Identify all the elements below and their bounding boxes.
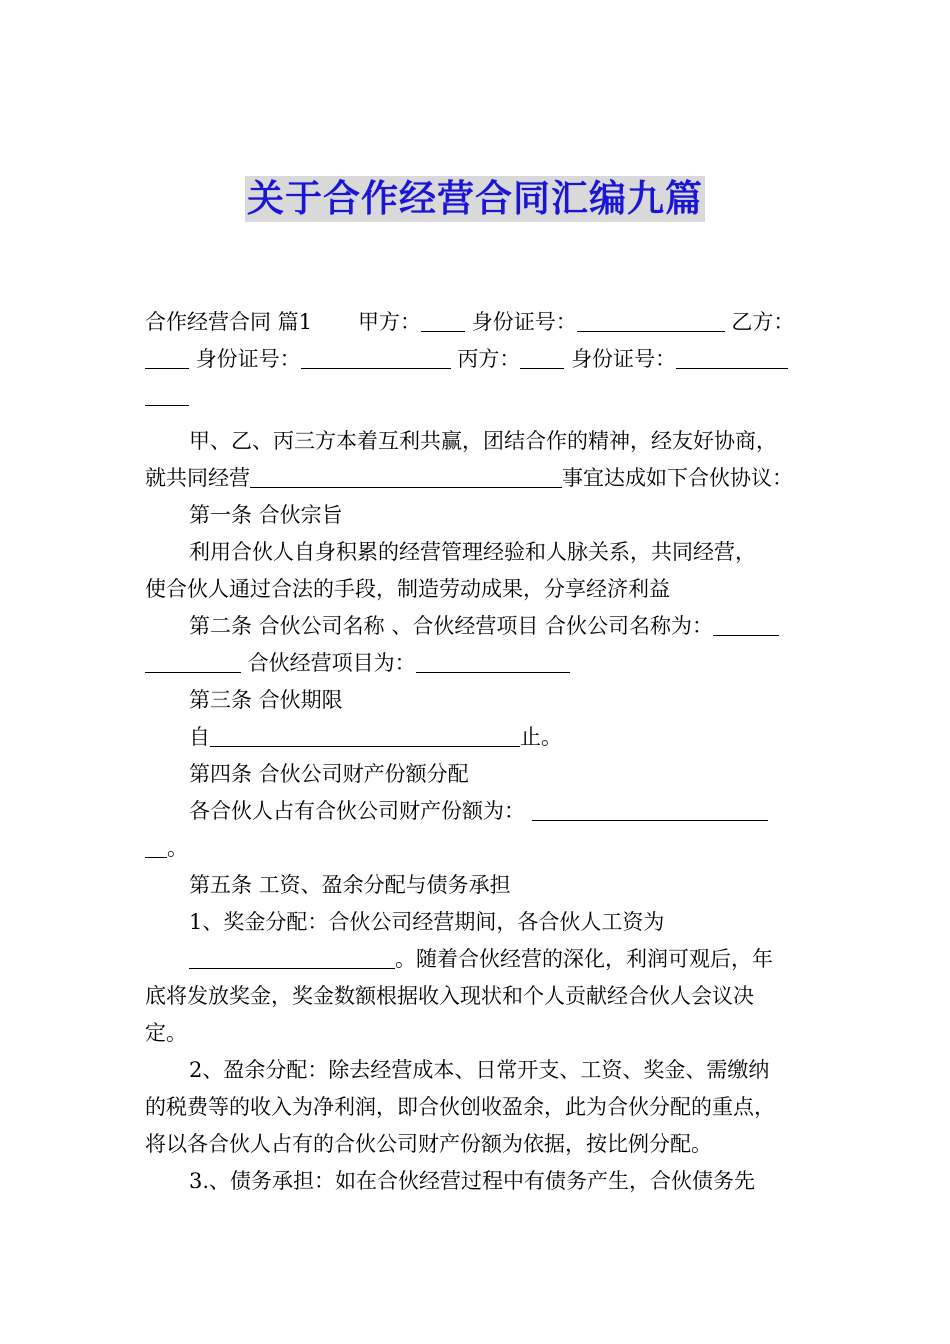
article-1-heading: 第一条 合伙宗旨	[189, 503, 343, 527]
article-4-text	[145, 793, 813, 830]
id-label: 身份证号：	[571, 347, 677, 371]
blank-field	[421, 309, 465, 332]
document-title: 关于合作经营合同汇编九篇	[247, 177, 703, 220]
title-container	[0, 176, 950, 222]
contract-heading: 合作经营合同 篇1	[145, 310, 313, 334]
item-1-line-2	[145, 941, 813, 978]
item-1-text: 。随着合伙经营的深化，利润可观后，年	[395, 947, 773, 971]
blank-field	[532, 798, 768, 821]
item-1-text: 底将发放奖金，奖金数额根据收入现状和个人贡献经合伙人会议决	[145, 984, 754, 1008]
blank-field	[250, 465, 562, 488]
article-1-text: 使合伙人通过合法的手段，制造劳动成果，分享经济利益	[145, 577, 670, 601]
article-4-heading: 第四条 合伙公司财产份额分配	[189, 762, 469, 786]
article-4-end: 。	[167, 836, 188, 860]
blank-field	[145, 346, 189, 369]
parties-line-1	[145, 304, 813, 341]
article-4-label: 各合伙人占有合伙公司财产份额为：	[189, 799, 525, 823]
item-1-text: 定。	[145, 1021, 187, 1045]
article-3-heading: 第三条 合伙期限	[189, 688, 343, 712]
item-2-text: 将以各合伙人占有的合伙公司财产份额为依据，按比例分配。	[145, 1132, 712, 1156]
article-2-text: 合伙经营项目为：	[247, 651, 416, 675]
preamble-text: 就共同经营	[145, 466, 250, 490]
preamble-text: 事宜达成如下合伙协议：	[562, 466, 793, 490]
document-body	[145, 304, 813, 1200]
blank-field	[416, 650, 570, 673]
article-3-from: 自	[189, 725, 210, 749]
item-1-text: 1、奖金分配：合伙公司经营期间，各合伙人工资为	[189, 910, 665, 934]
article-3-to: 止。	[520, 725, 562, 749]
party-b-label: 乙方：	[731, 310, 795, 334]
article-2-heading	[145, 608, 813, 645]
article-3-text	[145, 719, 813, 756]
item-2-text: 2、盈余分配：除去经营成本、日常开支、工资、奖金、需缴纳	[189, 1058, 770, 1082]
article-1-text: 利用合伙人自身积累的经营管理经验和人脉关系，共同经营，	[189, 540, 756, 564]
blank-field	[676, 346, 788, 369]
blank-field	[189, 946, 395, 969]
article-2-line-2	[145, 645, 813, 682]
article-4-line-2	[145, 830, 813, 867]
item-2-text: 的税费等的收入为净利润，即合伙创收盈余，此为合伙分配的重点，	[145, 1095, 775, 1119]
blank-field	[145, 650, 241, 673]
blank-field	[713, 613, 779, 636]
item-3-text: 3.、债务承担：如在合伙经营过程中有债务产生，合伙债务先	[189, 1169, 756, 1193]
party-c-label: 丙方：	[457, 347, 521, 371]
parties-line-3	[145, 378, 813, 415]
id-label: 身份证号：	[195, 347, 301, 371]
blank-field	[145, 383, 189, 406]
preamble-line-2	[145, 460, 813, 497]
id-label: 身份证号：	[471, 310, 577, 334]
blank-field	[577, 309, 725, 332]
preamble-line-1: 甲、乙、丙三方本着互利共赢，团结合作的精神，经友好协商，	[189, 429, 777, 453]
blank-field	[210, 724, 520, 747]
blank-field	[301, 346, 451, 369]
parties-line-2	[145, 341, 813, 378]
blank-field	[520, 346, 564, 369]
article-2-text: 第二条 合伙公司名称 、合伙经营项目 合伙公司名称为：	[189, 614, 714, 638]
party-a-label: 甲方：	[358, 310, 422, 334]
article-5-heading: 第五条 工资、盈余分配与债务承担	[189, 873, 511, 897]
blank-field	[145, 835, 167, 858]
